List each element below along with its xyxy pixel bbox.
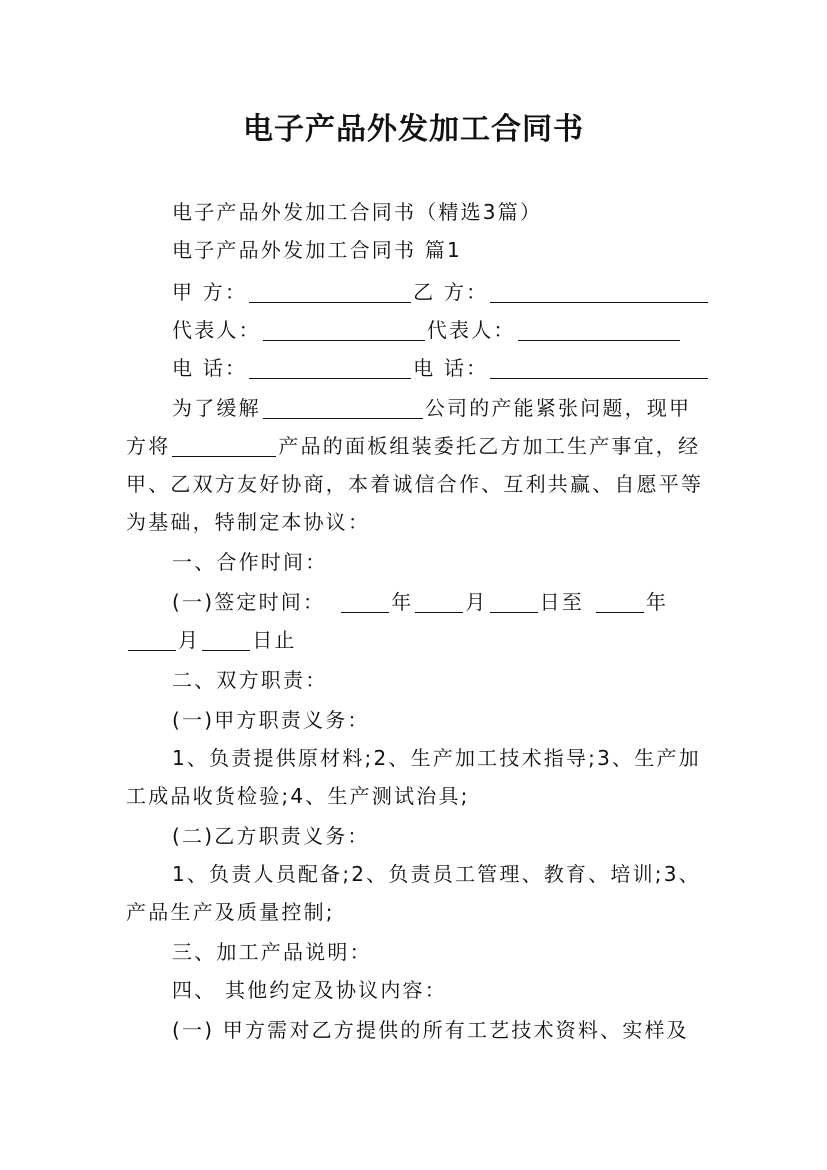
product-blank (172, 436, 276, 457)
year-blank (341, 592, 389, 613)
text: 年 (646, 590, 669, 614)
paragraph-line: 为基础，特制定本协议： (126, 510, 371, 534)
text: 日至 (539, 590, 585, 614)
paragraph-line (126, 432, 700, 460)
text: 方将 (126, 434, 171, 458)
text: 月 (178, 628, 201, 652)
document-title: 电子产品外发加工合同书 (243, 112, 584, 147)
party-b-label: 乙 方： (413, 280, 489, 304)
text: 产品的面板组装委托乙方加工生产事宜，经 (278, 434, 701, 458)
day-blank (490, 592, 538, 613)
text: 日止 (252, 628, 297, 652)
subtitle: 电子产品外发加工合同书（精选3篇） (172, 200, 543, 224)
chapter-heading: 电子产品外发加工合同书 篇1 (172, 238, 462, 262)
paragraph-line: 甲、乙双方友好协商，本着诚信合作、互利共赢、自愿平等 (126, 472, 704, 496)
rep-b-label: 代表人： (426, 318, 516, 342)
phone-b-label: 电 话： (413, 356, 489, 380)
text: 年 (391, 590, 414, 614)
paragraph-line: 产品生产及质量控制; (126, 900, 335, 924)
text: (一)签定时间： (172, 590, 326, 614)
subsection-heading: (一)甲方职责义务： (172, 708, 370, 732)
phone-a-blank (249, 358, 411, 379)
section-heading: 二、双方职责： (172, 668, 328, 692)
section-heading: 一、合作时间： (172, 550, 328, 574)
rep-b-blank (518, 320, 680, 341)
year-blank (596, 592, 644, 613)
party-a-label: 甲 方： (172, 280, 248, 304)
representative-line (172, 316, 682, 344)
month-blank (128, 630, 176, 651)
phone-line (172, 354, 710, 382)
company-blank (263, 398, 423, 419)
text: 公司的产能紧张问题，现甲 (424, 396, 692, 420)
phone-a-label: 电 话： (172, 356, 248, 380)
paragraph-line: 1、负责人员配备;2、负责员工管理、教育、培训;3、 (172, 862, 701, 886)
sign-date-line (172, 588, 668, 616)
paragraph-line: (一) 甲方需对乙方提供的所有工艺技术资料、实样及 (172, 1018, 689, 1042)
party-line (172, 278, 710, 306)
text: 月 (465, 590, 488, 614)
rep-a-blank (263, 320, 425, 341)
paragraph-line: 1、负责提供原材料;2、生产加工技术指导;3、生产加 (172, 746, 701, 770)
phone-b-blank (490, 358, 708, 379)
day-blank (202, 630, 250, 651)
party-b-blank (490, 282, 708, 303)
paragraph-line (172, 394, 691, 422)
rep-a-label: 代表人： (172, 318, 261, 342)
section-heading: 四、 其他约定及协议内容： (172, 978, 447, 1002)
sign-date-line (126, 626, 297, 654)
subsection-heading: (二)乙方职责义务： (172, 824, 370, 848)
paragraph-line: 工成品收货检验;4、生产测试治具; (126, 784, 470, 808)
party-a-blank (249, 282, 411, 303)
section-heading: 三、加工产品说明： (172, 940, 372, 964)
text: 为了缓解 (172, 396, 261, 420)
month-blank (415, 592, 463, 613)
